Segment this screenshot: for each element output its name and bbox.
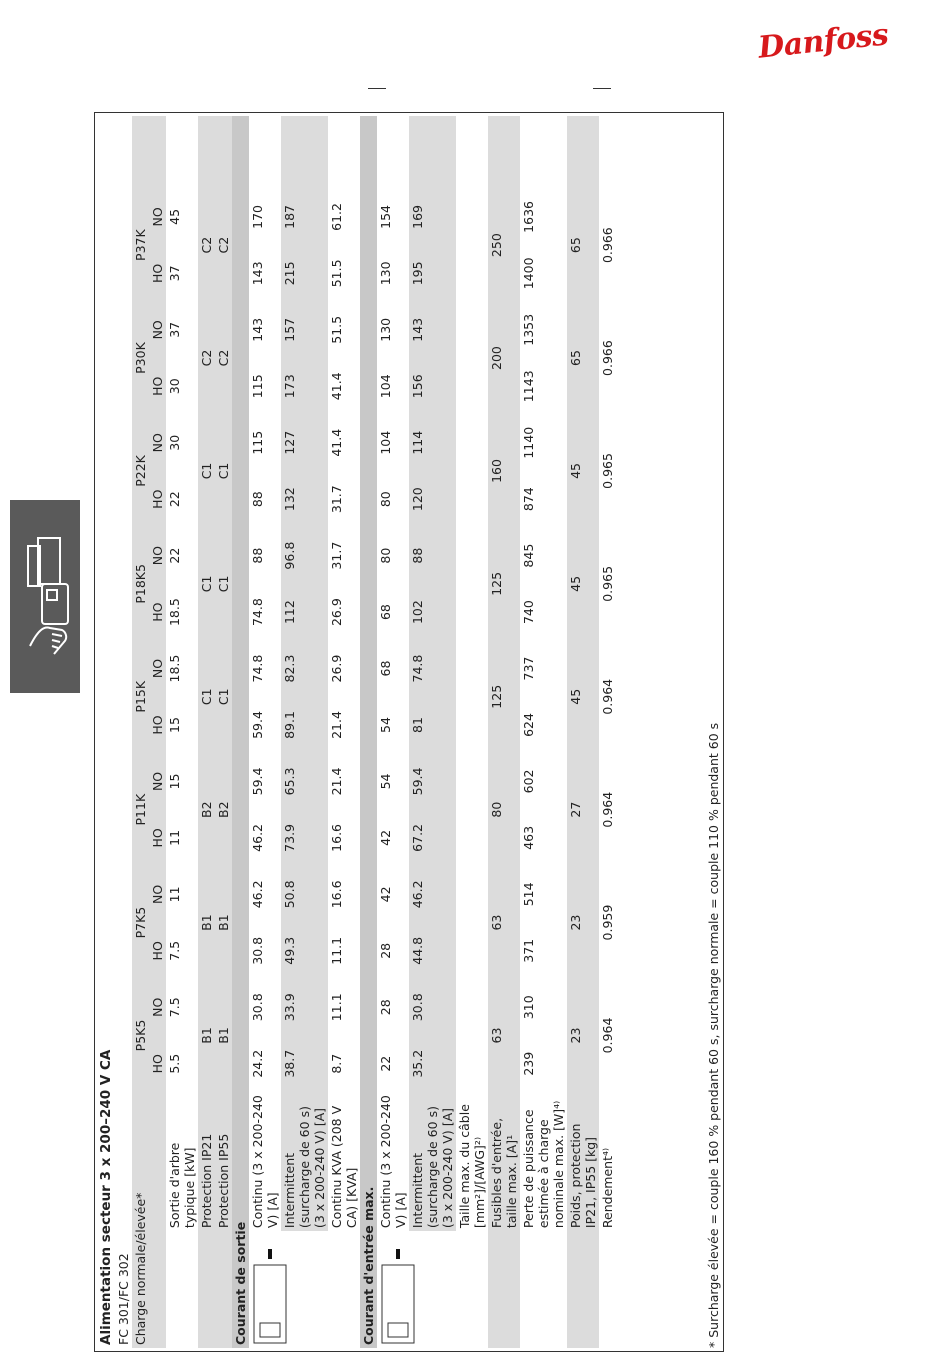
in-cont-row-value: 80 [378,547,393,564]
kva-row-value: 31.7 [329,485,344,514]
loss-value: 310 [521,995,536,1020]
out-int-row-value: 82.3 [281,640,328,696]
table-cell [456,245,488,301]
out-int-row-value: 50.8 [281,866,328,922]
rotated-spec-table [94,112,724,1352]
ip55-row-label: Protection IP55 [215,1092,232,1231]
ip55-row-value: B1 [215,979,232,1092]
fuse-row-label: Fusibles d'entrée, taille max. [A]¹ [488,1092,520,1231]
kva-row-value: 41.4 [329,428,344,457]
shaft-value: 11 [167,829,182,846]
table-cell [456,979,488,1035]
drive-input-icon [377,1231,488,1348]
out-int-row-value: 132 [281,471,328,527]
in-cont-row-value: 80 [378,491,393,508]
ip21-row-value: C1 [198,415,215,528]
table-cell [456,527,488,583]
out-int-row-value: 73.9 [281,810,328,866]
weight-row-value: 23 [567,866,599,979]
out-cont-row-value: 115 [250,430,265,455]
loss-value: 1143 [521,370,536,403]
table-cell [456,697,488,753]
drive-output-icon [249,1231,360,1348]
eff-row-value: 0.965 [600,453,615,489]
out-cont-row-value: 170 [250,204,265,229]
ip21-row-value: B1 [198,866,215,979]
kva-row-value: 31.7 [329,541,344,570]
out-int-row-value: 112 [281,584,328,640]
out-cont-row-value: 143 [250,261,265,286]
ip21-row-value: C2 [198,302,215,415]
table-cell [520,116,567,189]
spec-table [98,116,616,1348]
table-cell [456,415,488,471]
kva-row [328,116,360,1348]
ip55-row-value: B1 [215,866,232,979]
table-cell [456,810,488,866]
fuse-row-value: 160 [488,415,520,528]
no-label: NO [149,189,166,245]
out-int-row-value: 96.8 [281,527,328,583]
table-cell [166,116,198,189]
table-cell [456,866,488,922]
kva-row-value: 26.9 [329,654,344,683]
shaft-label: Sortie d'arbre typique [kW] [167,1142,197,1229]
table-cell [456,640,488,696]
table-cell [149,1092,166,1348]
shaft-value: 11 [167,886,182,903]
ho-label: HO [149,697,166,753]
shaft-value: 18.5 [167,654,182,683]
output-section [232,116,249,1348]
in-cont-row-value: 28 [378,942,393,959]
loss-value: 1353 [521,313,536,346]
in-int-row-value: 35.2 [409,1035,456,1091]
out-cont-row-value: 115 [250,374,265,399]
table-cell [456,584,488,640]
no-label: NO [149,527,166,583]
chapter-tab [10,500,80,693]
kva-row-value: 11.1 [329,993,344,1022]
shaft-value: 30 [167,434,182,451]
in-int-row-value: 44.8 [409,923,456,979]
kva-row-value: 21.4 [329,767,344,796]
out-cont-row-value: 30.8 [250,936,265,965]
table-cell [456,1035,488,1091]
table-cell [198,116,215,189]
in-cont-row-value: 22 [378,1055,393,1072]
out-cont-row-value: 59.4 [250,767,265,796]
ho-label: HO [149,810,166,866]
loss-label: Perte de puissance estimée à charge nominale max. [W]⁴⁾ [521,1100,566,1229]
ip21-row [198,116,215,1348]
in-cont-row-value: 42 [378,886,393,903]
out-cont-row-label: Continu (3 x 200-240 V) [A] [250,1095,280,1229]
in-int-row-value: 30.8 [409,979,456,1035]
ip21-row-value: C1 [198,527,215,640]
loss-value: 514 [521,882,536,907]
shaft-value: 15 [167,773,182,790]
fuse-row-value: 125 [488,640,520,753]
no-label: NO [149,866,166,922]
no-label: NO [149,640,166,696]
eff-row-value: 0.965 [600,565,615,602]
out-int-row-value: 157 [281,302,328,358]
table-cell [456,302,488,358]
loss-value: 874 [521,487,536,512]
model-header: P37K [132,189,149,302]
in-cont-row-value: 54 [378,773,393,790]
in-int-row [409,116,456,1348]
weight-row-value: 23 [567,979,599,1092]
table-cell [456,189,488,245]
in-int-row-value: 120 [409,471,456,527]
eff-row [599,116,616,1348]
ip55-row-value: C2 [215,302,232,415]
loss-row [520,116,567,1348]
model-row [132,116,149,1348]
in-cont-row-value: 104 [378,374,393,399]
ip55-row-value: C1 [215,415,232,528]
loss-value: 1400 [521,257,536,290]
eff-row-value: 0.966 [600,227,615,264]
table-cell [456,923,488,979]
weight-row-value: 45 [567,640,599,753]
in-int-row-value: 156 [409,358,456,414]
out-int-row-value: 49.3 [281,923,328,979]
table-cell [567,116,599,189]
fuse-row-value: 63 [488,979,520,1092]
ip21-row-value: B2 [198,753,215,866]
in-cont-row-value: 28 [378,999,393,1016]
header-dash [593,88,611,89]
in-cont-row-value: 54 [378,717,393,733]
in-int-row-value: 143 [409,302,456,358]
product-row [115,116,132,1348]
eff-row-value: 0.966 [600,340,615,376]
header-dash [368,88,386,89]
kva-row-value: 51.5 [329,259,344,288]
model-header: P18K5 [132,527,149,640]
out-cont-row-value: 143 [250,317,265,342]
table-cell [456,358,488,414]
table-cell [377,116,409,189]
cable-label: Taille max. du câble [mm²]/[AWG]²⁾ [457,1104,487,1229]
out-cont-row-value: 59.4 [250,711,265,739]
ho-label: HO [149,245,166,301]
out-cont-row-value: 24.2 [250,1049,265,1078]
kva-row-label: Continu KVA (208 V CA) [KVA] [329,1105,359,1229]
shaft-value: 7.5 [167,940,182,961]
table-cell [281,116,328,189]
out-cont-row-value: 30.8 [250,993,265,1022]
kva-row-value: 11.1 [329,936,344,965]
loss-value: 737 [521,656,536,681]
model-header: P11K [132,753,149,866]
loss-value: 1636 [521,201,536,233]
loss-value: 740 [521,600,536,625]
fuse-row-value: 80 [488,753,520,866]
in-int-row-value: 114 [409,415,456,471]
ip55-row-value: C1 [215,640,232,753]
table-cell [456,471,488,527]
in-int-row-value: 102 [409,584,456,640]
in-int-row-value: 59.4 [409,753,456,809]
shaft-value: 15 [167,717,182,733]
title-row [98,116,115,1348]
product-name: FC 301/FC 302 [116,1253,131,1345]
weight-row-value: 65 [567,189,599,302]
table-cell [599,116,616,189]
out-int-row-value: 215 [281,245,328,301]
fuse-row-value: 200 [488,302,520,415]
input-section-title: Courant d'entrée max. [360,116,377,1348]
loss-value: 602 [521,769,536,794]
table-title: Alimentation secteur 3 x 200–240 V CA [98,1049,114,1345]
out-int-row-value: 33.9 [281,979,328,1035]
no-label: NO [149,415,166,471]
model-header: P30K [132,302,149,415]
ip55-row [215,116,232,1348]
table-cell [198,1231,215,1348]
in-int-row-label: Intermittent (surcharge de 60 s) (3 x 200-240 V) [A] [409,1092,456,1231]
kva-row-value: 16.6 [329,823,344,852]
in-cont-row-value: 42 [378,829,393,846]
out-int-row-value: 127 [281,415,328,471]
table-cell [215,1231,232,1348]
weight-row-value: 45 [567,415,599,528]
in-cont-row [377,116,409,1348]
loss-value: 845 [521,543,536,568]
fuse-row [488,116,520,1348]
in-int-row-value: 81 [409,697,456,753]
weight-row-value: 65 [567,302,599,415]
table-cell [567,1231,599,1348]
hand-drive-icon [22,534,70,658]
footnote: * Surcharge élevée = couple 160 % pendant 60 s, surcharge normale = couple 110 % pendant 60 s [706,722,721,1348]
load-label: Charge normale/élevée* [132,1092,149,1348]
loss-value: 463 [521,825,536,850]
shaft-row [166,116,198,1348]
fuse-row-value: 125 [488,527,520,640]
eff-row-label: Rendement⁴⁾ [600,1147,615,1229]
model-header: P5K5 [132,979,149,1092]
eff-row-value: 0.964 [600,791,615,828]
ho-label: HO [149,358,166,414]
shaft-value: 22 [167,491,182,508]
in-cont-row-value: 130 [378,317,393,342]
loss-value: 371 [521,938,536,963]
kva-row-value: 51.5 [329,315,344,344]
model-header: P7K5 [132,866,149,979]
out-int-row [281,116,328,1348]
kva-row-value: 41.4 [329,372,344,401]
in-int-row-value: 46.2 [409,866,456,922]
kva-row-value: 8.7 [329,1053,344,1074]
weight-row [567,116,599,1348]
ip21-row-value: C2 [198,189,215,302]
in-int-row-value: 195 [409,245,456,301]
eff-row-value: 0.959 [600,904,615,941]
no-label: NO [149,302,166,358]
table-cell [599,1231,616,1348]
out-cont-row-value: 88 [250,547,265,564]
table-cell [249,116,281,189]
shaft-value: 37 [167,265,182,282]
shaft-value: 37 [167,321,182,338]
out-int-row-value: 89.1 [281,697,328,753]
table-cell [488,116,520,189]
eff-row-value: 0.964 [600,1017,615,1054]
ip55-row-value: C1 [215,527,232,640]
table-cell [328,116,360,189]
shaft-value: 22 [167,547,182,564]
fuse-row-value: 250 [488,189,520,302]
table-cell [132,116,149,189]
table-cell [520,1231,567,1348]
in-int-row-value: 169 [409,189,456,245]
ho-label: HO [149,471,166,527]
ho-label: HO [149,584,166,640]
in-cont-row-value: 68 [378,660,393,677]
in-int-row-value: 74.8 [409,640,456,696]
ho-no-row [149,116,166,1348]
model-header: P22K [132,415,149,528]
table-cell [149,116,166,189]
weight-row-value: 27 [567,753,599,866]
shaft-value: 7.5 [167,997,182,1018]
shaft-value: 5.5 [167,1053,182,1074]
table-cell [456,753,488,809]
ip21-row-value: B1 [198,979,215,1092]
out-int-row-value: 187 [281,189,328,245]
out-cont-row-value: 74.8 [250,654,265,683]
table-cell [409,116,456,189]
table-cell [166,1231,198,1348]
in-int-row-value: 88 [409,527,456,583]
ip55-row-value: B2 [215,753,232,866]
ip21-row-value: C1 [198,640,215,753]
out-cont-row-value: 46.2 [250,880,265,909]
out-cont-row-value: 74.8 [250,598,265,627]
loss-value: 624 [521,713,536,737]
model-header: P15K [132,640,149,753]
input-section [360,116,377,1348]
no-label: NO [149,979,166,1035]
shaft-value: 18.5 [167,598,182,627]
ip21-row-label: Protection IP21 [198,1092,215,1231]
no-label: NO [149,753,166,809]
in-cont-row-value: 130 [378,261,393,286]
out-int-row-value: 38.7 [281,1035,328,1091]
fuse-row-value: 63 [488,866,520,979]
out-int-row-value: 173 [281,358,328,414]
kva-row-value: 26.9 [329,598,344,627]
output-section-title: Courant de sortie [232,116,249,1348]
in-cont-row-value: 68 [378,604,393,621]
ho-label: HO [149,923,166,979]
out-cont-row-value: 88 [250,491,265,508]
loss-value: 239 [521,1051,536,1076]
shaft-value: 30 [167,378,182,395]
loss-value: 1140 [521,426,536,459]
table-cell [215,116,232,189]
eff-row-value: 0.964 [600,678,615,715]
danfoss-logo: Danfoss [756,17,890,66]
weight-row-label: Poids, protection IP21, IP55 [kg] [567,1092,599,1231]
table-cell [488,1231,520,1348]
out-cont-row [249,116,281,1348]
cable-row [456,116,488,1348]
in-int-row-value: 67.2 [409,810,456,866]
kva-row-value: 16.6 [329,880,344,909]
weight-row-value: 45 [567,527,599,640]
out-int-row-label: Intermittent (surcharge de 60 s) (3 x 200-240 V) [A] [281,1092,328,1231]
kva-row-value: 21.4 [329,711,344,739]
table-cell [456,116,488,189]
in-cont-row-value: 104 [378,430,393,455]
shaft-value: 45 [167,208,182,225]
in-cont-row-label: Continu (3 x 200-240 V) [A] [378,1095,408,1229]
in-cont-row-value: 154 [378,204,393,229]
out-int-row-value: 65.3 [281,753,328,809]
ip55-row-value: C2 [215,189,232,302]
kva-row-value: 61.2 [329,203,344,231]
ho-label: HO [149,1035,166,1091]
out-cont-row-value: 46.2 [250,823,265,852]
